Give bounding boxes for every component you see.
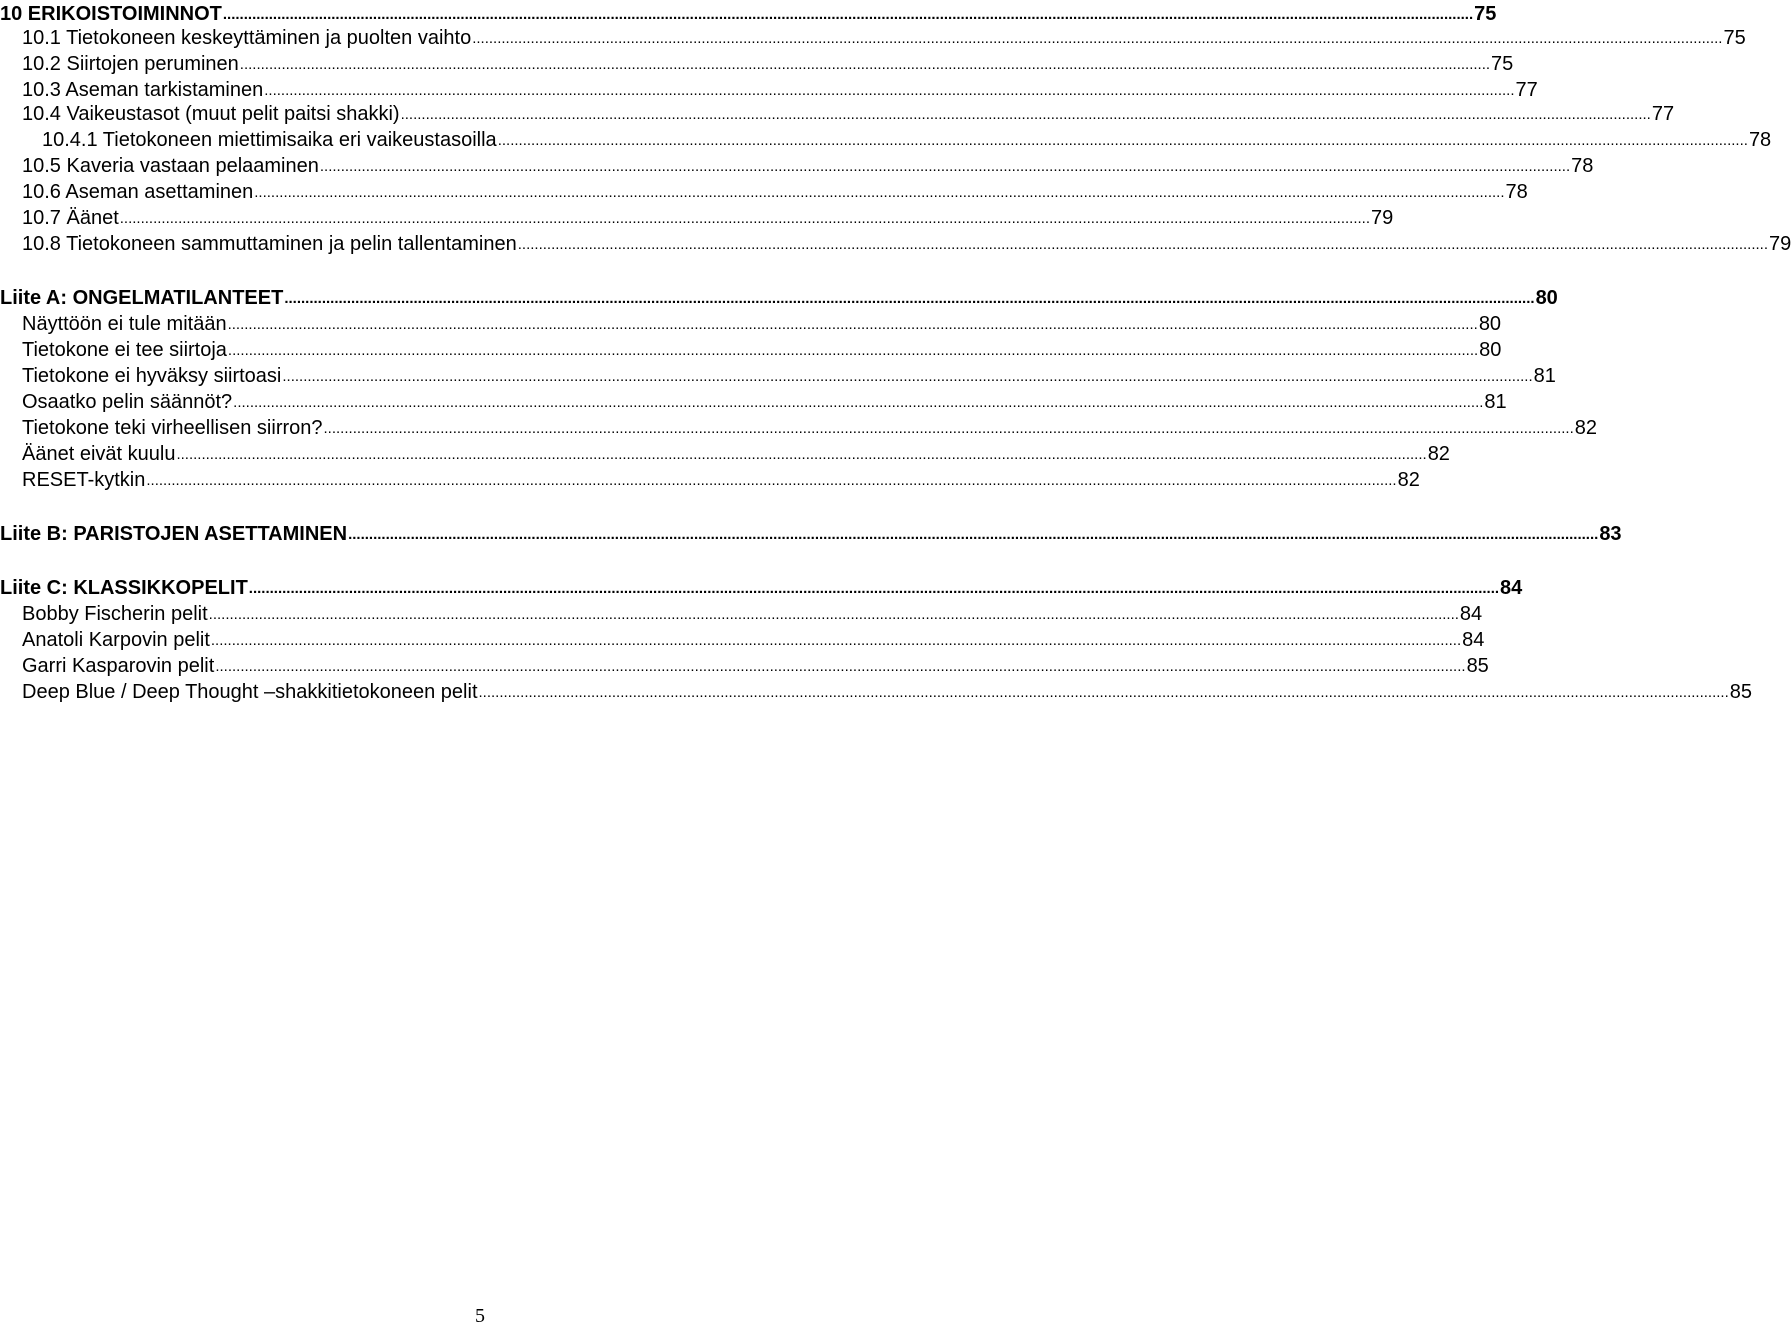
toc-entry-page: 75 bbox=[1723, 27, 1746, 49]
dot-leader: ............................................................................................................................................................................................................................................................................................................ bbox=[497, 132, 1748, 149]
toc-entry[interactable] bbox=[0, 414, 1598, 440]
toc-entry-label: Anatoli Karpovin pelit bbox=[22, 629, 210, 651]
toc-entry-label: Liite C: KLASSIKKOPELIT bbox=[0, 577, 248, 599]
toc-entry-page: 81 bbox=[1533, 365, 1556, 387]
dot-leader: ............................................................................................................................................................................................................................................................................................................ bbox=[517, 236, 1768, 253]
toc-entry[interactable] bbox=[0, 310, 1502, 336]
dot-leader: ............................................................................................................................................................................................................................................................................................................ bbox=[208, 606, 1459, 623]
toc-entry[interactable] bbox=[0, 178, 1528, 204]
dot-leader: ............................................................................................................................................................................................................................................................................................................ bbox=[119, 210, 1370, 227]
toc-entry-page: 83 bbox=[1599, 523, 1622, 545]
toc-entry-label: 10.4 Vaikeustasot (muut pelit paitsi shakki) bbox=[22, 103, 400, 125]
dot-leader: ............................................................................................................................................................................................................................................................................................................ bbox=[239, 56, 1491, 73]
toc-entry-page: 78 bbox=[1571, 155, 1594, 177]
dot-leader: ............................................................................................................................................................................................................................................................................................................ bbox=[210, 632, 1462, 649]
toc-entry-label: Tietokone ei hyväksy siirtoasi bbox=[22, 365, 282, 387]
toc-entry-label: 10.5 Kaveria vastaan pelaaminen bbox=[22, 155, 319, 177]
toc-entry-page: 80 bbox=[1478, 313, 1502, 335]
toc-entry-label: 10.7 Äänet bbox=[22, 207, 119, 229]
dot-leader: ............................................................................................................................................................................................................................................................................................................ bbox=[472, 30, 1723, 47]
toc-entry-page: 75 bbox=[1474, 3, 1497, 25]
dot-leader: ............................................................................................................................................................................................................................................................................................................ bbox=[176, 446, 1427, 463]
toc-entry-page: 85 bbox=[1729, 681, 1752, 703]
toc-entry[interactable] bbox=[0, 126, 1772, 152]
toc-entry-label: Garri Kasparovin pelit bbox=[22, 655, 215, 677]
toc-entry[interactable] bbox=[0, 336, 1502, 362]
toc-entry-page: 84 bbox=[1459, 603, 1483, 625]
dot-leader: ............................................................................................................................................................................................................................................................................................................ bbox=[146, 472, 1397, 489]
dot-leader: ............................................................................................................................................................................................................................................................................................................ bbox=[478, 684, 1729, 701]
toc-entry-label: Näyttöön ei tule mitään bbox=[22, 313, 227, 335]
dot-leader: ............................................................................................................................................................................................................................................................................................................ bbox=[227, 342, 1479, 359]
dot-leader: ............................................................................................................................................................................................................................................................................................................ bbox=[254, 184, 1505, 201]
toc-entry[interactable] bbox=[0, 50, 1514, 76]
toc-entry-label: Osaatko pelin säännöt? bbox=[22, 391, 233, 413]
dot-leader: ............................................................................................................................................................................................................................................................................................................ bbox=[215, 658, 1466, 675]
dot-leader: ............................................................................................................................................................................................................................................................................................................ bbox=[248, 580, 1500, 597]
toc-entry[interactable] bbox=[0, 440, 1450, 466]
toc-entry-label: Deep Blue / Deep Thought –shakkitietokoneen pelit bbox=[22, 681, 478, 703]
toc-entry-page: 84 bbox=[1462, 629, 1485, 651]
toc-entry-page: 79 bbox=[1769, 233, 1791, 255]
toc-entry-page: 81 bbox=[1484, 391, 1507, 413]
dot-leader: ............................................................................................................................................................................................................................................................................................................ bbox=[400, 106, 1651, 123]
toc-entry-page: 75 bbox=[1491, 53, 1514, 75]
toc-entry-page: 77 bbox=[1515, 79, 1538, 101]
toc-entry[interactable] bbox=[0, 600, 1483, 626]
toc-entry-page: 78 bbox=[1505, 181, 1528, 203]
dot-leader: ............................................................................................................................................................................................................................................................................................................ bbox=[323, 420, 1574, 437]
page-number: 5 bbox=[475, 1305, 485, 1327]
toc-entry-page: 80 bbox=[1479, 339, 1502, 361]
dot-leader: ............................................................................................................................................................................................................................................................................................................ bbox=[284, 290, 1535, 307]
toc-entry[interactable] bbox=[0, 24, 1746, 50]
dot-leader: ............................................................................................................................................................................................................................................................................................................ bbox=[264, 82, 1515, 99]
toc-entry-page: 82 bbox=[1574, 417, 1598, 439]
toc-entry[interactable] bbox=[0, 626, 1485, 652]
toc-entry-page: 79 bbox=[1371, 207, 1394, 229]
toc-entry-label: 10.2 Siirtojen peruminen bbox=[22, 53, 239, 75]
toc-entry-page: 82 bbox=[1427, 443, 1450, 465]
toc-entry-label: 10.8 Tietokoneen sammuttaminen ja pelin tallentaminen bbox=[22, 233, 517, 255]
toc-chapter-entry[interactable] bbox=[0, 0, 1497, 26]
toc-entry[interactable] bbox=[0, 678, 1752, 704]
toc-entry-label: Tietokone ei tee siirtoja bbox=[22, 339, 227, 361]
toc-entry-page: 80 bbox=[1535, 287, 1558, 309]
toc-entry-label: 10.4.1 Tietokoneen miettimisaika eri vaikeustasoilla bbox=[42, 129, 497, 151]
toc-entry[interactable] bbox=[0, 76, 1538, 102]
toc-entry-label: Liite B: PARISTOJEN ASETTAMINEN bbox=[0, 523, 348, 545]
toc-entry[interactable] bbox=[0, 152, 1594, 178]
toc-entry[interactable] bbox=[0, 204, 1394, 230]
toc-entry[interactable] bbox=[0, 652, 1489, 678]
dot-leader: ............................................................................................................................................................................................................................................................................................................ bbox=[319, 158, 1571, 175]
toc-entry-page: 85 bbox=[1466, 655, 1489, 677]
toc-entry-label: 10 ERIKOISTOIMINNOT bbox=[0, 3, 222, 25]
toc-entry-label: Bobby Fischerin pelit bbox=[22, 603, 208, 625]
toc-entry-label: Äänet eivät kuulu bbox=[22, 443, 176, 465]
toc-entry-page: 78 bbox=[1748, 129, 1772, 151]
toc-entry-page: 82 bbox=[1397, 469, 1420, 491]
toc-entry-page: 77 bbox=[1651, 103, 1675, 125]
toc-entry[interactable] bbox=[0, 230, 1791, 256]
toc-chapter-entry[interactable] bbox=[0, 574, 1523, 600]
toc-entry-label: 10.1 Tietokoneen keskeyttäminen ja puolten vaihto bbox=[22, 27, 472, 49]
toc-entry[interactable] bbox=[0, 388, 1507, 414]
toc-entry-label: Tietokone teki virheellisen siirron? bbox=[22, 417, 323, 439]
toc-chapter-entry[interactable] bbox=[0, 520, 1622, 546]
dot-leader: ............................................................................................................................................................................................................................................................................................................ bbox=[282, 368, 1533, 385]
toc-entry[interactable] bbox=[0, 362, 1556, 388]
toc-entry-label: 10.6 Aseman asettaminen bbox=[22, 181, 254, 203]
toc-entry-label: RESET-kytkin bbox=[22, 469, 146, 491]
dot-leader: ............................................................................................................................................................................................................................................................................................................ bbox=[233, 394, 1484, 411]
toc-entry-label: 10.3 Aseman tarkistaminen bbox=[22, 79, 264, 101]
toc-entry[interactable] bbox=[0, 466, 1420, 492]
dot-leader: ............................................................................................................................................................................................................................................................................................................ bbox=[348, 526, 1599, 543]
toc-entry-label: Liite A: ONGELMATILANTEET bbox=[0, 287, 284, 309]
toc-chapter-entry[interactable] bbox=[0, 284, 1558, 310]
toc-entry-page: 84 bbox=[1500, 577, 1523, 599]
dot-leader: ............................................................................................................................................................................................................................................................................................................ bbox=[222, 6, 1474, 23]
dot-leader: ............................................................................................................................................................................................................................................................................................................ bbox=[227, 316, 1478, 333]
toc-entry[interactable] bbox=[0, 100, 1675, 126]
